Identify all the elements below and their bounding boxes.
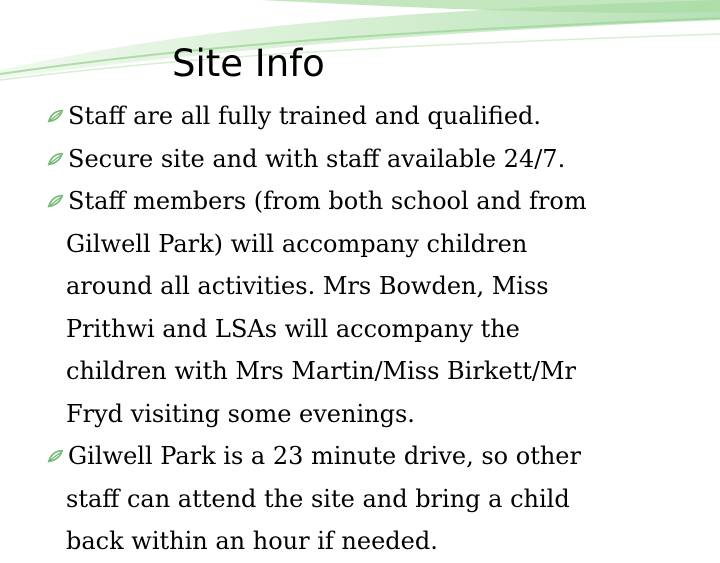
slide-title: Site Info <box>172 42 325 85</box>
leaf-bullet-icon <box>46 193 64 211</box>
bullet-text-line: Gilwell Park) will accompany children <box>66 229 528 258</box>
leaf-bullet-icon <box>46 108 64 126</box>
leaf-bullet-icon <box>46 151 64 169</box>
bullet-item <box>44 95 714 138</box>
bullet-item <box>44 138 714 181</box>
bullet-text: Secure site and with staff available 24/7. <box>68 144 566 173</box>
bullet-text: Staff are all fully trained and qualified. <box>68 102 542 130</box>
bullet-text-line: back within an hour if needed. <box>66 527 438 555</box>
bullet-item <box>44 435 714 563</box>
bullet-list <box>44 95 714 563</box>
header-swoosh-decoration <box>0 0 720 90</box>
bullet-text: Staff members (from both school and from <box>68 187 587 215</box>
bullet-text-line: staff can attend the site and bring a child <box>66 484 570 513</box>
bullet-text-line: around all activities. Mrs Bowden, Miss <box>66 272 549 300</box>
bullet-text: Gilwell Park is a 23 minute drive, so other <box>68 442 581 470</box>
bullet-text-line: Fryd visiting some evenings. <box>66 399 415 428</box>
leaf-bullet-icon <box>46 448 64 466</box>
bullet-item <box>44 180 714 435</box>
bullet-text-line: Prithwi and LSAs will accompany the <box>66 314 520 343</box>
bullet-text-line: children with Mrs Martin/Miss Birkett/Mr <box>66 357 576 385</box>
